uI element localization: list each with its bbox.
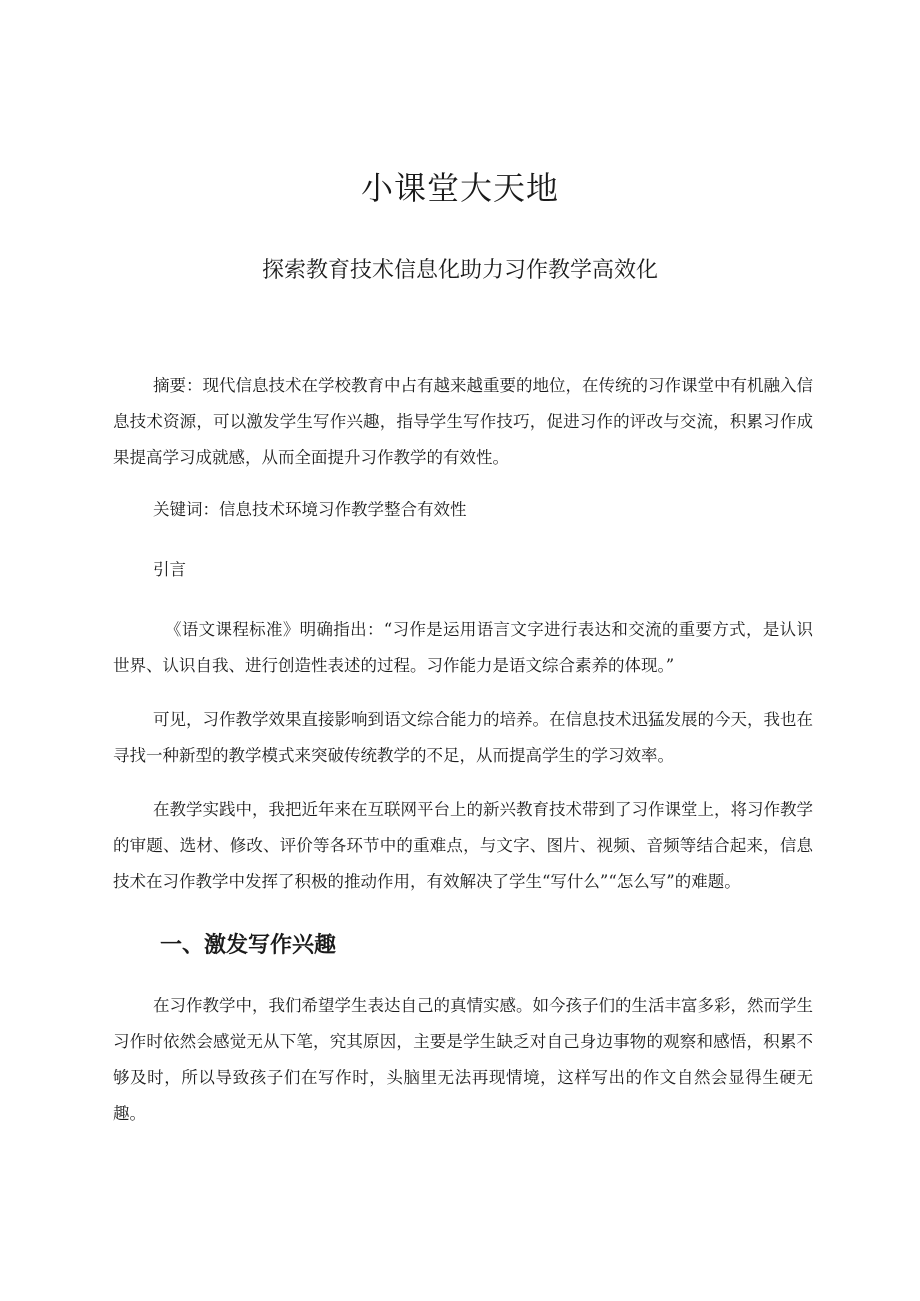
intro-heading: 引言 [153, 560, 186, 579]
quote-paragraph: 《语文课程标准》明确指出：“习作是运用语言文字进行表达和交流的重要方式，是认识世界、认识自我、进行创造性表述的过程。习作能力是语文综合素养的体现。” [113, 620, 813, 675]
document-subtitle: 探索教育技术信息化助力习作教学高效化 [261, 258, 658, 283]
keywords-paragraph: 关键词：信息技术环境习作教学整合有效性 [153, 500, 467, 519]
document-title: 小课堂大天地 [360, 169, 559, 207]
section-heading-1: 一、激发写作兴趣 [160, 932, 337, 958]
body-paragraph-1: 可见，习作教学效果直接影响到语文综合能力的培养。在信息技术迅猛发展的今天，我也在寻找一种新型的教学模式来突破传统教学的不足，从而提高学生的学习效率。 [113, 710, 813, 765]
body-paragraph-3: 在习作教学中，我们希望学生表达自己的真情实感。如今孩子们的生活丰富多彩，然而学生习作时依然会感觉无从下笔，究其原因，主要是学生缺乏对自己身边事物的观察和感悟，积累不够及时，所以导致孩子们在写作时，头脑里无法再现情境，这样写出的作文自然会显得生硬无趣。 [113, 996, 813, 1123]
abstract-paragraph: 摘要：现代信息技术在学校教育中占有越来越重要的地位，在传统的习作课堂中有机融入信息技术资源，可以激发学生写作兴趣，指导学生写作技巧，促进习作的评改与交流，积累习作成果提高学习成就感，从而全面提升习作教学的有效性。 [113, 376, 813, 467]
body-paragraph-2: 在教学实践中，我把近年来在互联网平台上的新兴教育技术带到了习作课堂上，将习作教学的审题、选材、修改、评价等各环节中的重难点，与文字、图片、视频、音频等结合起来，信息技术在习作教学中发挥了积极的推动作用，有效解决了学生“写什么”“怎么写”的难题。 [113, 800, 813, 891]
